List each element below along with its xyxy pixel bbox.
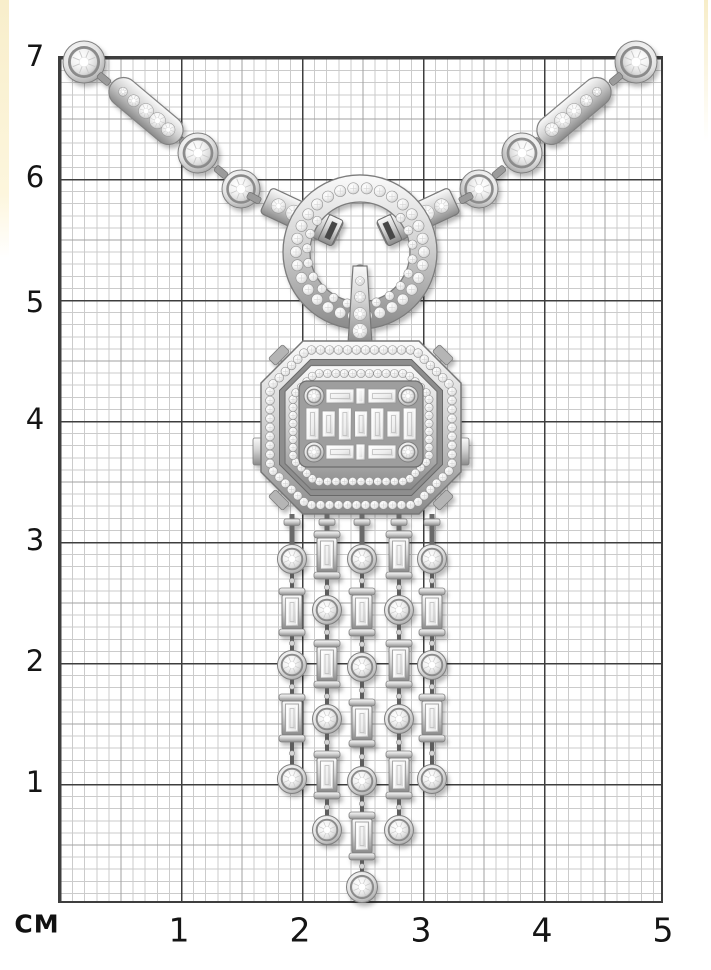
tassel-strand-1 [278, 514, 307, 794]
unit-label-cm: СМ [14, 909, 60, 939]
y-axis-label-4: 4 [25, 402, 45, 436]
y-axis-label-5: 5 [25, 285, 45, 319]
pendant-bail [348, 265, 372, 344]
tassel-strand-2 [313, 514, 342, 845]
y-axis-label-1: 1 [25, 765, 45, 799]
x-axis-label-2: 2 [289, 910, 311, 950]
chain-long-link [531, 72, 617, 151]
right-edge-strip [704, 0, 708, 142]
y-axis-label-6: 6 [25, 160, 45, 194]
x-axis-label-1: 1 [168, 910, 190, 950]
tassel-strand-4 [385, 514, 414, 845]
x-axis-label-3: 3 [410, 910, 432, 950]
x-axis-label-4: 4 [531, 910, 553, 950]
tassel-strand-3 [347, 514, 378, 903]
necklace [63, 41, 657, 903]
chain-long-link [103, 72, 189, 151]
left-edge-strip [0, 0, 9, 258]
x-axis-label-5: 5 [652, 910, 674, 950]
y-axis-label-2: 2 [25, 644, 45, 678]
y-axis-label-3: 3 [25, 523, 45, 557]
pendant-plaque [253, 341, 469, 514]
baguette-cluster [299, 381, 423, 467]
y-axis-label-7: 7 [25, 39, 45, 73]
tassel-strand-5 [418, 514, 447, 794]
